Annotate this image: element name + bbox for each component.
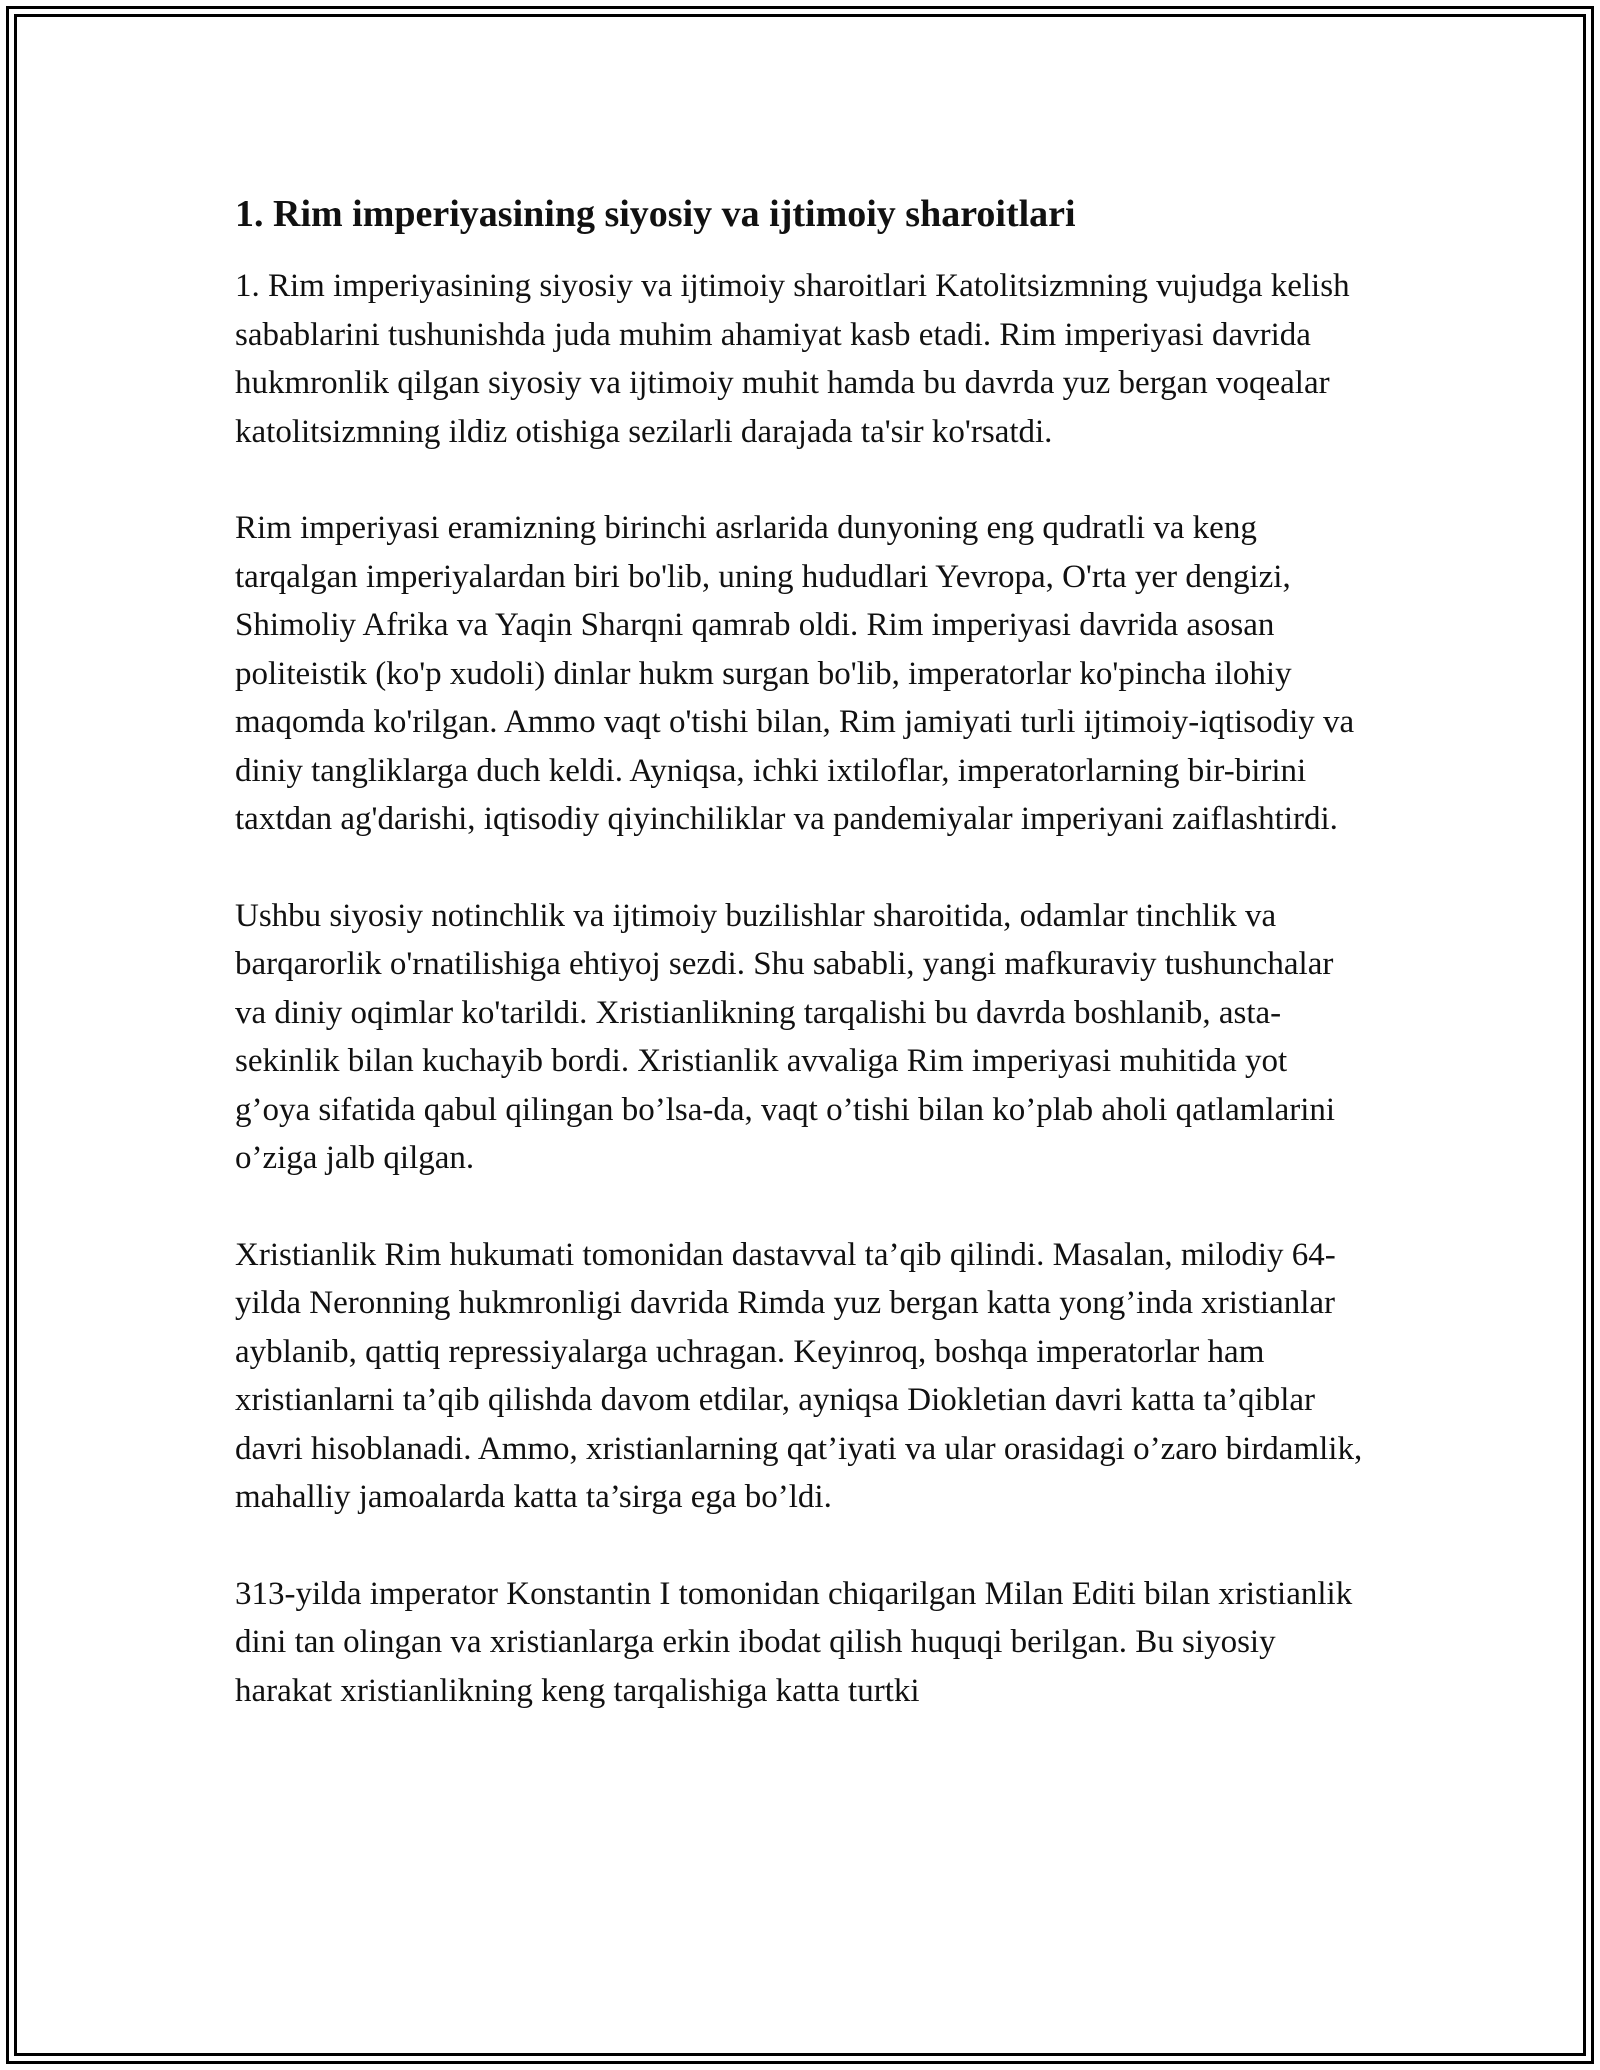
paragraph-4: Xristianlik Rim hukumati tomonidan dastavval ta’qib qilindi. Masalan, milodiy 64-yilda Neronning hukmronligi davrida Rimda yuz bergan katta yong’inda xristianlar ayblanib, qattiq repressiyalarga uchragan. Keyinroq, boshqa imperatorlar ham xristianlarni ta’qib qilishda davom etdilar, ayniqsa Diokletian davri katta ta’qiblar davri hisoblanadi. Ammo, xristianlarning qat’iyati va ular orasidagi o’zaro birdamlik, mahalliy jamoalarda katta ta’sirga ega bo’ldi. (235, 1236, 1363, 1515)
document-body (235, 188, 1370, 1763)
paragraph-3: Ushbu siyosiy notinchlik va ijtimoiy buzilishlar sharoitida, odamlar tinchlik va barqarorlik o'rnatilishiga ehtiyoj sezdi. Shu sababli, yangi mafkuraviy tushunchalar va diniy oqimlar ko'tarildi. Xristianlikning tarqalishi bu davrda boshlanib, asta-sekinlik bilan kuchayib bordi. Xristianlik avvaliga Rim imperiyasi muhitida yot g’oya sifatida qabul qilingan bo’lsa-da, vaqt o’tishi bilan ko’plab aholi qatlamlarini o’ziga jalb qilgan. (235, 897, 1336, 1176)
paragraph-1: 1. Rim imperiyasining siyosiy va ijtimoiy sharoitlari Katolitsizmning vujudga kelish sabablarini tushunishda juda muhim ahamiyat kasb etadi. Rim imperiyasi davrida hukmronlik qilgan siyosiy va ijtimoiy muhit hamda bu davrda yuz bergan voqealar katolitsizmning ildiz otishiga sezilarli darajada ta'sir ko'rsatdi. (235, 268, 1350, 450)
section-heading: 1. Rim imperiyasining siyosiy va ijtimoiy sharoitlari (235, 193, 1076, 235)
paragraph-5: 313-yilda imperator Konstantin I tomonidan chiqarilgan Milan Editi bilan xristianlik dini tan olingan va xristianlarga erkin ibodat qilish huquqi berilgan. Bu siyosiy harakat xristianlikning keng tarqalishiga katta turtki (235, 1575, 1353, 1709)
paragraph-2: Rim imperiyasi eramizning birinchi asrlarida dunyoning eng qudratli va keng tarqalgan imperiyalardan biri bo'lib, uning hududlari Yevropa, O'rta yer dengizi, Shimoliy Afrika va Yaqin Sharqni qamrab oldi. Rim imperiyasi davrida asosan politeistik (ko'p xudoli) dinlar hukm surgan bo'lib, imperatorlar ko'pincha ilohiy maqomda ko'rilgan. Ammo vaqt o'tishi bilan, Rim jamiyati turli ijtimoiy-iqtisodiy va diniy tangliklarga duch keldi. Ayniqsa, ichki ixtiloflar, imperatorlarning bir-birini taxtdan ag'darishi, iqtisodiy qiyinchiliklar va pandemiyalar imperiyani zaiflashtirdi. (235, 510, 1355, 837)
